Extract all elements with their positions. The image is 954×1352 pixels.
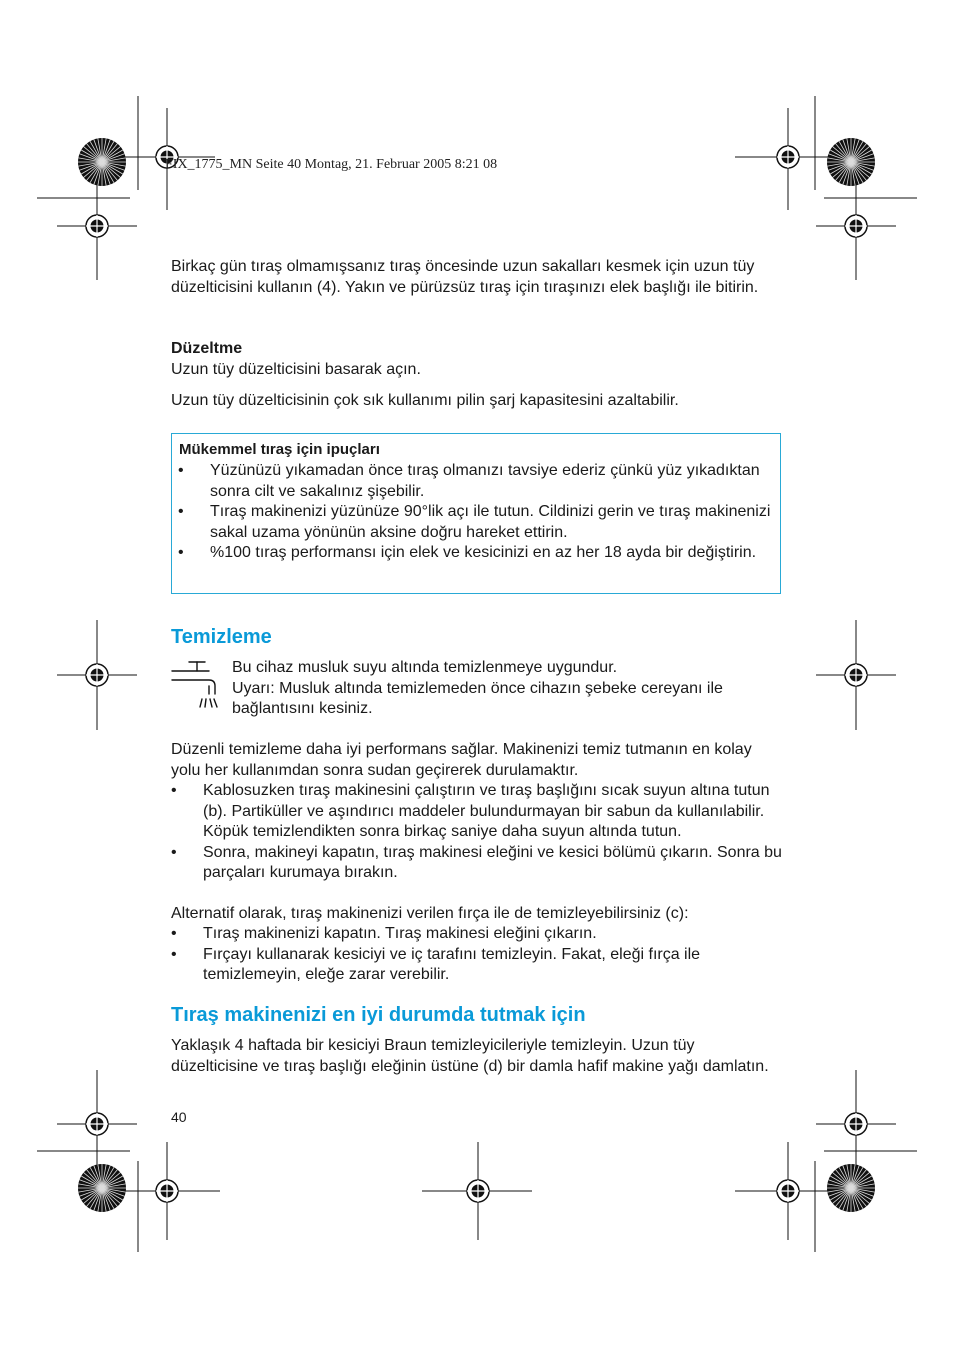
tips-item: • %100 tıraş performansı için elek ve kesicinizi en az her 18 ayda bir değiştirin. xyxy=(172,543,772,564)
print-slug-line: FIX_1775_MN Seite 40 Montag, 21. Februar 2005 8:21 08 xyxy=(165,157,498,172)
maintain-heading: Tıraş makinenizi en iyi durumda tutmak için xyxy=(171,1004,586,1026)
bullet: • xyxy=(171,843,177,861)
starburst-mark xyxy=(827,138,875,186)
page-number: 40 xyxy=(171,1109,187,1125)
cleaning-heading: Temizleme xyxy=(171,626,272,648)
adjust-line-2: Uzun tüy düzelticisinin çok sık kullanımı pilin şarj kapasitesini azaltabilir. xyxy=(171,392,679,409)
intro-paragraph: Birkaç gün tıraş olmamışsanız tıraş öncesinde uzun sakalları kesmek için uzun tüy düzelticisini kullanın (4). Yakın ve pürüzsüz tıraş için tıraşınızı elek başlığı ile bitirin. xyxy=(171,258,759,296)
cleaning-list-2 xyxy=(171,924,783,986)
cleaning-icon-note: Bu cihaz musluk suyu altında temizlenmeye uygundur. Uyarı: Musluk altında temizlemeden önce cihazın şebeke cereyanı ile bağlantısını kesiniz. xyxy=(232,659,723,717)
bullet: • xyxy=(171,782,177,799)
list-item: • Tıraş makinenizi kapatın. Tıraş makinesi eleğini çıkarın. xyxy=(171,924,783,945)
starburst-mark xyxy=(78,1164,126,1212)
bullet: • xyxy=(171,945,177,963)
bullet: • xyxy=(171,925,177,942)
faucet-water-icon xyxy=(169,660,221,710)
cleaning-paragraph: Düzenli temizleme daha iyi performans sağlar. Makinenizi temiz tutmanın en kolay yolu her kullanımdan sonra sudan geçirerek durulamaktır. xyxy=(171,741,752,779)
cleaning-alternative: Alternatif olarak, tıraş makinenizi verilen fırça ile de temizleyebilirsiniz (c): xyxy=(171,905,689,922)
maintain-paragraph: Yaklaşık 4 haftada bir kesiciyi Braun temizleyicileriyle temizleyin. Uzun tüy düzelticisine ve tıraş başlığı eleğinin üstüne (d) bir damla hafif makine yağı damlatın. xyxy=(171,1037,769,1075)
tips-box xyxy=(171,433,781,594)
list-item: • Fırçayı kullanarak kesiciyi ve iç tarafını temizleyin. Fakat, eleği fırça ile temizlemeyin, eleğe zarar verebilir. xyxy=(171,945,701,983)
tips-item: • Yüzünüzü yıkamadan önce tıraş olmanızı tavsiye ederiz çünkü yüz yıkadıktan sonra cilt ve sakalınız şişebilir. xyxy=(178,462,760,500)
adjust-line-1: Uzun tüy düzelticisini basarak açın. xyxy=(171,361,421,378)
cleaning-list-1 xyxy=(171,781,783,884)
bullet: • xyxy=(178,503,184,520)
starburst-mark xyxy=(827,1164,875,1212)
tips-list xyxy=(172,461,772,564)
list-item: • Kablosuzken tıraş makinesini çalıştırın ve tıraş başlığını sıcak suyun altına tutun (b). Partiküller ve aşındırıcı maddeler bulundurmayan bir sabun da kullanılabilir. Köpük temizlendikten sonra birkaç saniye daha suyun altında tutun. xyxy=(171,782,770,840)
adjust-heading: Düzeltme xyxy=(171,340,243,357)
list-item: • Sonra, makineyi kapatın, tıraş makinesi eleğini ve kesici bölümü çıkarın. Sonra bu parçaları kurumaya bırakın. xyxy=(171,843,782,881)
bullet: • xyxy=(178,462,184,479)
tips-title: Mükemmel tıraş için ipuçları xyxy=(179,441,380,458)
starburst-mark xyxy=(78,138,126,186)
bullet: • xyxy=(178,544,184,561)
tips-item: • Tıraş makinenizi yüzünüze 90°lik açı ile tutun. Cildinizi gerin ve tıraş makinenizi sakal uzama yönünün aksine doğru hareket ettirin. xyxy=(178,503,771,541)
